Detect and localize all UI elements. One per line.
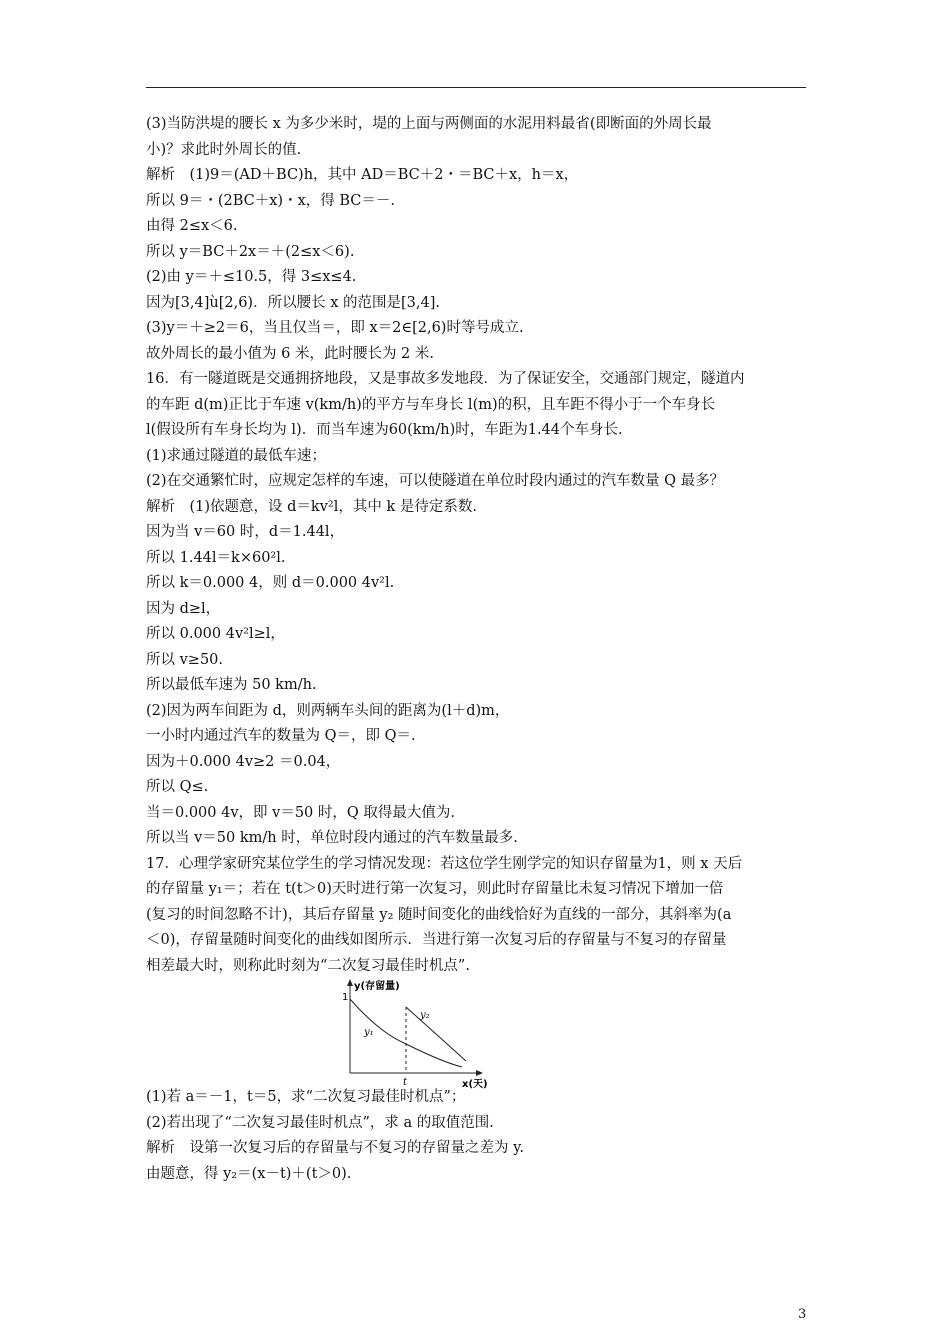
text-line: (1)求通过隧道的最低车速； — [146, 447, 327, 464]
x-axis-label: x(天) — [462, 1079, 488, 1089]
t-label: t — [403, 1077, 408, 1088]
text-line: 因为＋0.000 4v≥2 ＝0.04， — [146, 753, 341, 770]
text-line: ＜0)，存留量随时间变化的曲线如图所示．当进行第一次复习后的存留量与不复习的存留量 — [146, 932, 727, 948]
text-line: 所以 y＝BC＋2x＝＋(2≤x＜6). — [146, 243, 355, 260]
text-line: 所以 9＝・(2BC＋x)・x，得 BC＝－. — [146, 192, 395, 209]
text-line: 由题意，得 y₂＝(x－t)＋(t＞0). — [146, 1165, 352, 1182]
x-axis-arrow — [476, 1070, 483, 1076]
curve-label-y2: y₂ — [420, 1010, 430, 1021]
text-line: 所以 k＝0.000 4，则 d＝0.000 4v²l. — [146, 575, 395, 591]
text-line: 解析 (1)9＝(AD＋BC)h，其中 AD＝BC＋2・＝BC＋x，h＝x， — [146, 167, 579, 183]
text-line: 的存留量 y₁＝；若在 t(t＞0)天时进行第一次复习，则此时存留量比未复习情况下增加一倍 — [146, 881, 724, 897]
y-axis-label: y(存留量) — [354, 981, 400, 992]
text-line: (2)在交通繁忙时，应规定怎样的车速，可以使隧道在单位时段内通过的汽车数量 Q 最多？ — [146, 473, 725, 489]
retention-graph — [342, 977, 632, 1089]
text-line: (2)若出现了“二次复习最佳时机点”，求 a 的取值范围. — [146, 1114, 494, 1131]
text-line: (3)当防洪堤的腰长 x 为多少米时，堤的上面与两侧面的水泥用料最省(即断面的外周长最 — [146, 116, 712, 132]
text-line: 解析 设第一次复习后的存留量与不复习的存留量之差为 y. — [146, 1140, 524, 1156]
text-line: l(假设所有车身长均为 l)．而当车速为60(km/h)时，车距为1.44个车身长. — [146, 422, 623, 438]
text-line: 17．心理学家研究某位学生的学习情况发现：若这位学生刚学完的知识存留量为1，则 x 天后 — [146, 855, 743, 872]
text-line: 因为[3,4]ù[2,6)．所以腰长 x 的范围是[3,4]. — [146, 294, 440, 311]
text-line: 由得 2≤x＜6. — [146, 218, 238, 234]
line-y2 — [406, 1007, 466, 1061]
text-line: (2)因为两车间距为 d，则两辆车头间的距离为(l＋d)m， — [146, 702, 510, 719]
text-line: 故外周长的最小值为 6 米，此时腰长为 2 米. — [146, 345, 434, 362]
text-line: (3)y＝＋≥2＝6，当且仅当＝，即 x＝2∈[2,6)时等号成立. — [146, 320, 524, 336]
text-line: 所以 1.44l＝k×60²l. — [146, 549, 286, 566]
text-line: 一小时内通过汽车的数量为 Q＝，即 Q＝. — [146, 728, 416, 744]
text-line: 解析 (1)依题意，设 d＝kv²l，其中 k 是待定系数. — [146, 498, 477, 515]
text-line: 的车距 d(m)正比于车速 v(km/h)的平方与车身长 l(m)的积，且车距不得小于一个车身长 — [146, 396, 716, 413]
text-line: 因为当 v＝60 时，d＝1.44l， — [146, 524, 345, 540]
text-line: 所以 0.000 4v²l≥l， — [146, 626, 285, 642]
text-line: 16．有一隧道既是交通拥挤地段，又是事故多发地段．为了保证安全，交通部门规定，隧道内 — [146, 371, 745, 387]
y-tick-1: 1 — [342, 992, 349, 1003]
text-line: 所以最低车速为 50 km/h. — [146, 677, 317, 693]
document-body — [146, 112, 810, 1187]
text-line: 所以 v≥50. — [146, 651, 224, 668]
text-line: 因为 d≥l， — [146, 600, 221, 617]
page-number: 3 — [798, 1307, 807, 1322]
header-rule — [146, 87, 806, 88]
retention-figure — [146, 979, 810, 1089]
text-line: 所以当 v＝50 km/h 时，单位时段内通过的汽车数量最多. — [146, 830, 518, 846]
text-line: 当＝0.000 4v，即 v＝50 时，Q 取得最大值为. — [146, 804, 456, 821]
curve-label-y1: y₁ — [364, 1027, 374, 1038]
text-line: (2)由 y＝＋≤10.5，得 3≤x≤4. — [146, 269, 357, 285]
text-line: 所以 Q≤. — [146, 779, 209, 795]
text-line: 小)？求此时外周长的值. — [146, 141, 302, 158]
text-line: 相差最大时，则称此时刻为“二次复习最佳时机点”. — [146, 957, 470, 974]
text-line: (1)若 a＝－1，t＝5，求“二次复习最佳时机点”； — [146, 1089, 466, 1105]
text-line: (复习的时间忽略不计)，其后存留量 y₂ 随时间变化的曲线恰好为直线的一部分，其斜率为(a — [146, 906, 732, 923]
y-axis-arrow — [347, 979, 353, 986]
